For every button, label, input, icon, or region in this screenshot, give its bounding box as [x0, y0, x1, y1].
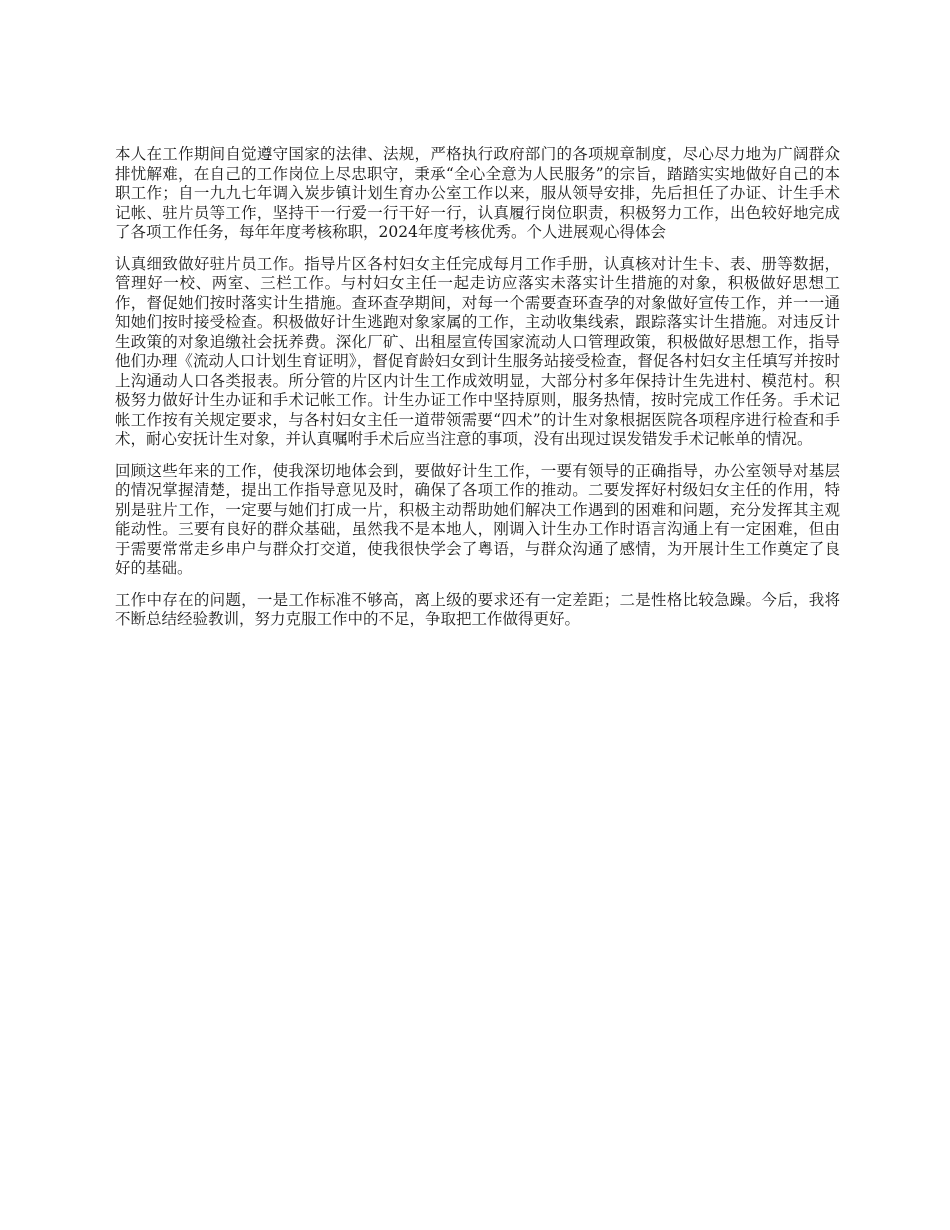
paragraph-2: 认真细致做好驻片员工作。指导片区各村妇女主任完成每月工作手册，认真核对计生卡、表、册等数据，管理好一校、两室、三栏工作。与村妇女主任一起走访应落实未落实计生措施的对象，积极做好思想工作，督促她们按时落实计生措施。查环查孕期间，对每一个需要查环查孕的对象做好宣传工作，并一一通知她们按时接受检查。积极做好计生逃跑对象家属的工作，主动收集线索，跟踪落实计生措施。对违反计生政策的对象追缴社会抚养费。深化厂矿、出租屋宣传国家流动人口管理政策，积极做好思想工作，指导他们办理《流动人口计划生育证明》，督促育龄妇女到计生服务站接受检查，督促各村妇女主任填写并按时上沟通动人口各类报表。所分管的片区内计生工作成效明显，大部分村多年保持计生先进村、模范村。积极努力做好计生办证和手术记帐工作。计生办证工作中坚持原则，服务热情，按时完成工作任务。手术记帐工作按有关规定要求，与各村妇女主任一道带领需要“四术”的计生对象根据医院各项程序进行检查和手术，耐心安抚计生对象，并认真嘱咐手术后应当注意的事项，没有出现过误发错发手术记帐单的情况。 [115, 254, 840, 448]
paragraph-4: 工作中存在的问题，一是工作标准不够高，离上级的要求还有一定差距；二是性格比较急躁。今后，我将不断总结经验教训，努力克服工作中的不足，争取把工作做得更好。 [115, 590, 840, 628]
document-body [115, 145, 840, 642]
paragraph-3: 回顾这些年来的工作，使我深切地体会到，要做好计生工作，一要有领导的正确指导，办公室领导对基层的情况掌握清楚，提出工作指导意见及时，确保了各项工作的推动。二要发挥好村级妇女主任的作用，特别是驻片工作，一定要与她们打成一片，积极主动帮助她们解决工作遇到的困难和问题，充分发挥其主观能动性。三要有良好的群众基础，虽然我不是本地人，刚调入计生办工作时语言沟通上有一定困难，但由于需要常常走乡串户与群众打交道，使我很快学会了粤语，与群众沟通了感情，为开展计生工作奠定了良好的基础。 [115, 461, 840, 577]
paragraph-1: 本人在工作期间自觉遵守国家的法律、法规，严格执行政府部门的各项规章制度，尽心尽力地为广阔群众排忧解难，在自己的工作岗位上尽忠职守，秉承“全心全意为人民服务”的宗旨，踏踏实实地做好自己的本职工作；自一九九七年调入炭步镇计划生育办公室工作以来，服从领导安排，先后担任了办证、计生手术记帐、驻片员等工作，坚持干一行爱一行干好一行，认真履行岗位职责，积极努力工作，出色较好地完成了各项工作任务，每年年度考核称职，2024年度考核优秀。个人进展观心得体会 [115, 145, 840, 241]
